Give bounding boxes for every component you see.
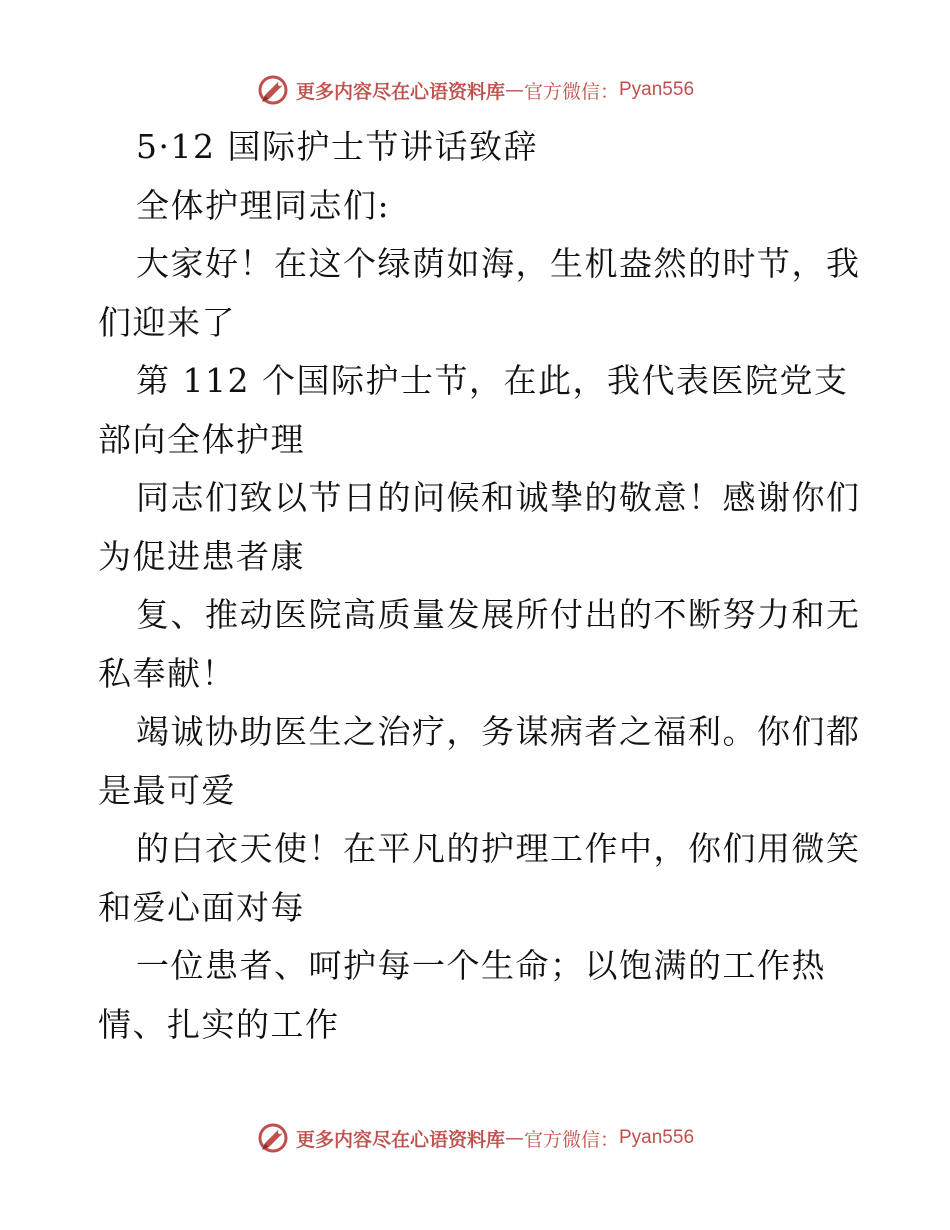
paragraph-line: 竭诚协助医生之治疗，务谋病者之福利。你们都 [136, 712, 861, 751]
paragraph-line: 一位患者、呵护每一个生命；以饱满的工作热 [136, 946, 826, 985]
paragraph-line: 大家好！在这个绿荫如海，生机盎然的时节，我 [136, 244, 861, 283]
watermark-wechat-id: Pyan556 [619, 79, 695, 100]
paragraph-line: 为促进患者康 [98, 536, 305, 576]
footer-watermark [0, 1118, 950, 1158]
watermark-text: 更多内容尽在心语资料库 [295, 80, 505, 103]
paragraph-line: 私奉献！ [98, 653, 236, 693]
paragraph-line: 同志们致以节日的问候和诚挚的敬意！感谢你们 [136, 478, 861, 517]
document-title: 5·12 国际护士节讲话致辞 [136, 127, 538, 166]
paragraph-line: 和爱心面对每 [98, 887, 305, 927]
paragraph-line: 复、推动医院高质量发展所付出的不断努力和无 [136, 595, 861, 634]
watermark-suffix: 官方微信： [523, 80, 619, 103]
watermark-suffix: 官方微信： [523, 1128, 619, 1151]
paragraph-line: 部向全体护理 [98, 419, 305, 459]
paragraph-line: 第 112 个国际护士节，在此，我代表医院党支 [136, 361, 849, 400]
paragraph-line: 是最可爱 [98, 770, 236, 810]
paragraph-line: 们迎来了 [98, 302, 236, 342]
watermark-wechat-id: Pyan556 [619, 1127, 695, 1148]
paragraph-line: 的白衣天使！在平凡的护理工作中，你们用微笑 [136, 829, 861, 868]
watermark-text: 更多内容尽在心语资料库 [295, 1128, 505, 1151]
paragraph-line: 情、扎实的工作 [98, 1004, 340, 1044]
watermark-separator: — [504, 1127, 524, 1149]
document-body [98, 118, 861, 1054]
watermark-separator: — [504, 79, 524, 101]
logo-icon [256, 73, 290, 107]
logo-icon [256, 1121, 290, 1155]
header-watermark [0, 70, 950, 110]
paragraph-line: 全体护理同志们: [136, 185, 391, 225]
